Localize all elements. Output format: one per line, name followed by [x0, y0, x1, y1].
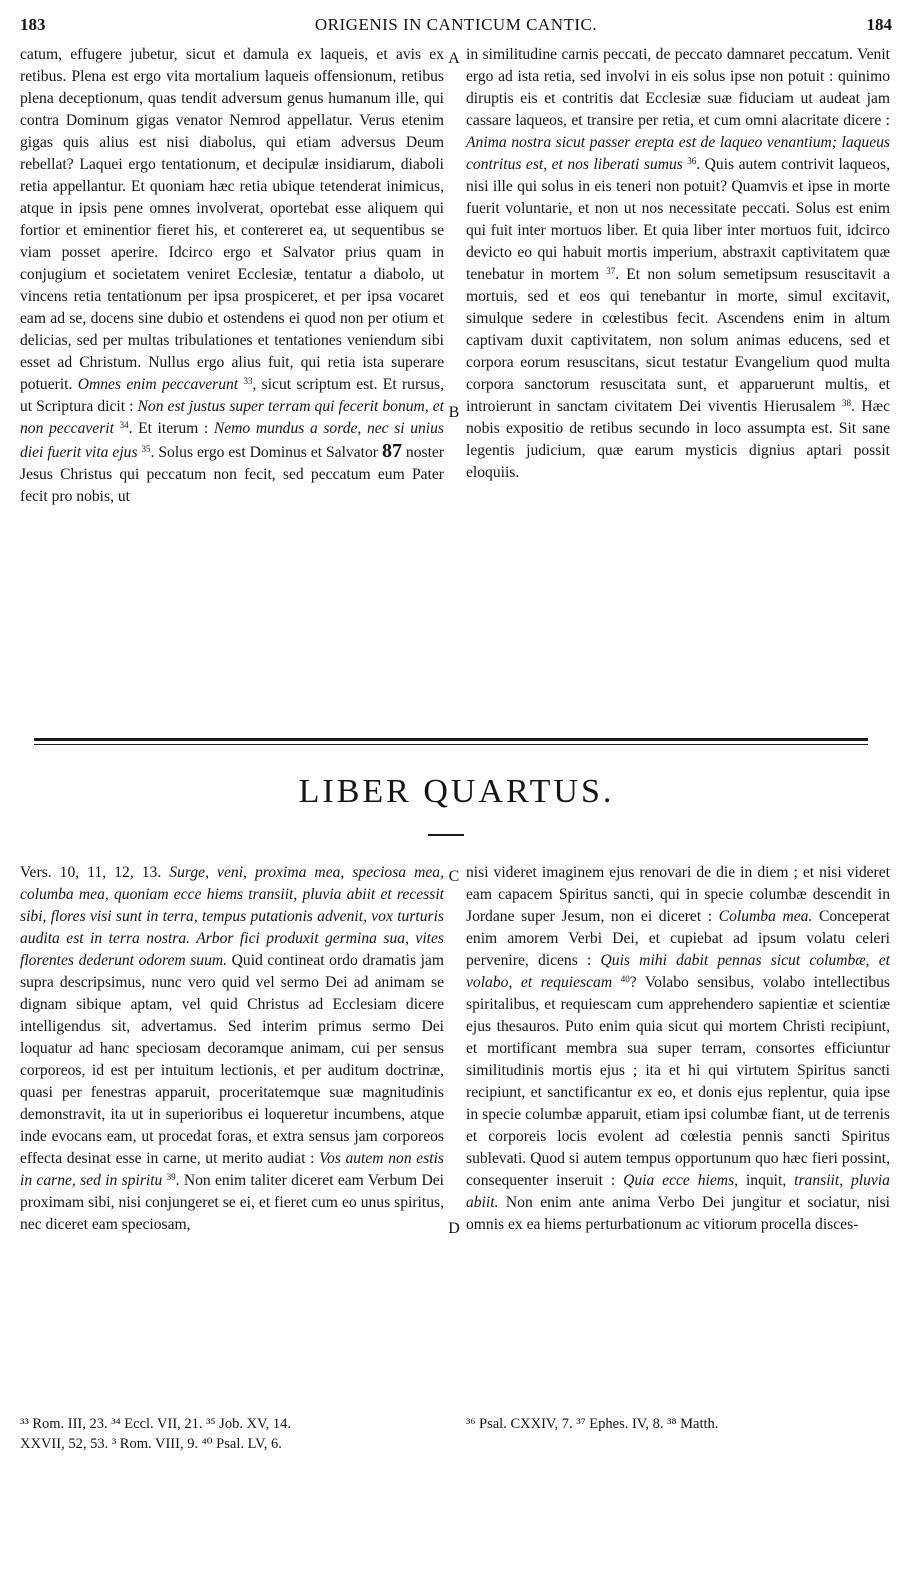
footnote-ref: 35	[141, 444, 151, 454]
margin-letter-b: B	[448, 404, 460, 421]
text-run: . Et non solum semetipsum resuscitavit a mortuis, sed et eos qui tenebantur in morte, simul excitavit, simulque sedere in cœlestibus fecit. Ascendens enim in altum captivam duxit captivitatem, non solum animas educens, sed et corpora eorum resuscitans, sicut testatur Evangelium quod multa corpora sanctorum resuscitata sunt, et apparuerunt multis, et introierunt in sanctam civitatem Dei viventis Hierusalem	[466, 266, 890, 415]
section-divider-thin	[34, 744, 868, 745]
section2-right-paragraph	[466, 862, 890, 1236]
section1-left-paragraph	[20, 44, 444, 508]
section1-left-column	[20, 44, 444, 508]
quotation: Quis mihi dabit pennas sicut columbæ, et volabo, et requiescam	[466, 952, 890, 991]
page-number-right: 184	[866, 15, 892, 34]
footnote-ref: 34	[119, 420, 129, 430]
text-run: inquit,	[745, 1172, 787, 1189]
quotation: Vos autem non estis in carne, sed in spiritu	[20, 1150, 444, 1189]
text-run: nisi videret imaginem ejus renovari de die in diem ; et nisi videret eam capacem Spiritus sancti, qui in specie columbæ descendit in Jordane super Jesum, non ei diceret :	[466, 864, 890, 925]
verse-quotation: Surge, veni, proxima mea, speciosa mea, columba mea, quoniam ecce hiems transiit, pluvia abiit et recessit sibi, flores visi sunt in terra, tempus putationis advenit, vox turturis audita est in terra nostra. Arbor fici produxit germina sua, vites florentes dederunt odorem suum.	[20, 864, 444, 969]
quotation: Anima nostra sicut passer erepta est de laqueo venantium; laqueus contritus est, et nos liberati sumus	[466, 134, 890, 173]
section2-right-column	[466, 862, 890, 1236]
text-run: , sicut scriptum est. Et rursus, ut Scriptura dicit :	[20, 376, 444, 415]
text-run: Non enim ante anima Verbo Dei jungitur et sociatur, nisi omnis ex ea hiems perturbationum ac vitiorum procella disces-	[466, 1194, 890, 1233]
text-run: . Non enim taliter diceret eam Verbum Dei proximam sibi, nisi conjungeret se ei, et fieret cum eo unus spiritus, nec diceret eam speciosam,	[20, 1172, 444, 1233]
text-run: in similitudine carnis peccati, de peccato damnaret peccatum. Venit ergo ad ista retia, sed involvi in eis solus ipse non potuit : quinimo diruptis eis et contritis dat Ecclesiæ suæ fiduciam ut audeat jam cassare laqueos, et transire per retia, et cum omni alacritate dicere :	[466, 46, 890, 129]
margin-letter-a: A	[448, 50, 460, 67]
footnote-ref: 39	[166, 1172, 176, 1182]
footnote-ref: 38	[842, 398, 852, 408]
quotation: Columba mea.	[718, 908, 813, 925]
running-title: ORIGENIS IN CANTICUM CANTIC.	[314, 15, 598, 34]
footnote-ref: 33	[243, 376, 253, 386]
text-run: . Quis autem contrivit laqueos, nisi ille qui solus in eis teneri non potuit? Quamvis et ipse in morte fuerit voluntarie, et non ut nos necessitate peccati. Solus est enim qui fuit inter mortuos liber. Et quia liber inter mortuos fuit, idcirco devicto eo qui habuit mortis imperium, abstraxit captivitatem quæ tenebatur in mortem	[466, 156, 890, 283]
text-run: ? Volabo sensibus, volabo intellectibus spiritalibus, et requiescam cum apprehendero sapientiæ et scientiæ ejus thesauros. Puto enim quia sicut qui mortem Christi recipiunt, et mortificant membra sua super terram, consortes efficiuntur similitudinis mortis ejus ; ita et hi qui virtutem Spiritus sancti recipiunt, et sanctificantur ex eo, et donis ejus replentur, quia ipse in specie columbæ apparuit, etiam ipsi columbæ fiant, ut de terrenis et corporeis locis evolent ad cœlestia pennis sancti Spiritus sublevati. Quod si autem tempus opportunum quo hæc fieri possint, consequenter inseruit :	[466, 974, 890, 1189]
footnotes-left	[20, 1414, 450, 1454]
quotation: Quia ecce hiems,	[623, 1172, 739, 1189]
quotation: Nemo mundus a sorde, nec si unius diei fuerit vita ejus	[20, 420, 444, 461]
section-divider	[34, 738, 868, 741]
text-run: . Et iterum :	[128, 420, 209, 437]
footnotes-right	[466, 1414, 890, 1434]
text-run: Conceperat enim amorem Verbi Dei, et cupiebat ad ipsum volatu celeri pervenire, dicens :	[466, 908, 890, 969]
running-head	[20, 14, 892, 36]
quotation: transiit, pluvia abiit.	[466, 1172, 890, 1211]
quotation: Non est justus super terram qui fecerit bonum, et non peccaverit	[20, 398, 444, 437]
section1-right-paragraph	[466, 44, 890, 484]
text-run: Quid contineat ordo dramatis jam supra descripsimus, nunc vero quid vel sermo Dei ad animam se dignam sibique aptam, vel quid Christus ad Ecclesiam dicere intelligendus sit, advertamus. Sed interim primus sermo Dei loquatur ad hanc speciosam decoramque animam, cui per sensus corporeos, id est per intuitum lectionis, et per auditum doctrinæ, quasi per fenestras apparuit, proceritatemque suæ magnitudinis demonstravit, ita ut in superioribus ei loqueretur incumbens, atque inde evocans eam, ut procedat foras, et extra sensus jam corporeos effecta desinat esse in carne, ut merito audiat :	[20, 952, 444, 1167]
title-underline	[428, 834, 464, 836]
quotation: Omnes enim peccaverunt	[77, 376, 239, 393]
footnote-ref: 37	[606, 266, 616, 276]
page-number-left: 183	[20, 15, 46, 34]
margin-letter-d: D	[448, 1220, 460, 1237]
text-run: . Hæc nobis expositio de retibus secundo in loco assumpta est. Sit sane legentis judicium, quæ earum mysticis dignius aptari possit eloquiis.	[466, 398, 890, 481]
footnote-ref: 36	[687, 156, 697, 166]
text-run: . Solus ergo est Dominus et Salvator	[150, 444, 378, 461]
column-number: 87	[381, 440, 402, 462]
footnote-line: XXVII, 52, 53. ³ Rom. VIII, 9. ⁴⁰ Psal. LV, 6.	[20, 1436, 282, 1452]
footnote-ref: 40	[620, 974, 630, 984]
footnote-line: ³³ Rom. III, 23. ³⁴ Eccl. VII, 21. ³⁵ Job. XV, 14.	[20, 1416, 292, 1432]
footnote-line: ³⁶ Psal. CXXIV, 7. ³⁷ Ephes. IV, 8. ³⁸ Matth.	[466, 1416, 719, 1432]
verse-reference: Vers. 10, 11, 12, 13.	[20, 864, 162, 881]
section1-right-column	[466, 44, 890, 484]
text-run: noster Jesus Christus qui peccatum non fecit, sed peccatum eum Pater fecit pro nobis, ut	[20, 444, 445, 505]
section2-left-column	[20, 862, 444, 1236]
margin-letter-c: C	[448, 868, 460, 885]
section2-left-paragraph	[20, 862, 444, 1236]
text-run: catum, effugere jubetur, sicut et damula ex laqueis, et avis ex retibus. Plena est ergo vita mortalium laqueis offensionum, retibus plena deceptionum, quas tendit adversum genus humanum ille, qui contra Dominum gigas venator Nemrod appellatur. Verus etenim gigas quis alius est nisi diabolus, qui etiam adversus Deum rebellat? Laquei ergo tentationum, et decipulæ insidiarum, diaboli retia appellantur. Et quoniam hæc retia ubique tetenderat inimicus, atque in ipsis pene omnes involverat, oportebat esse aliquem qui fortior et eminentior fieret his, et contereret ea, ut sequentibus se viam posset aperire. Idcirco ergo et Salvator prius quam in conjugium et societatem veniret Ecclesiæ, tentatur a diabolo, ut vincens retia tentationum per ipsa prospiceret, et per ipsa vocaret eam ad se, docens sine dubio et ostendens ei quod non per otium et delicias, sed per multas tribulationes et tentationes veniendum sibi esset ad Christum. Nullus ergo alius fuit, qui retia ista superare potuerit.	[20, 46, 444, 393]
book-title: LIBER QUARTUS.	[298, 773, 615, 810]
